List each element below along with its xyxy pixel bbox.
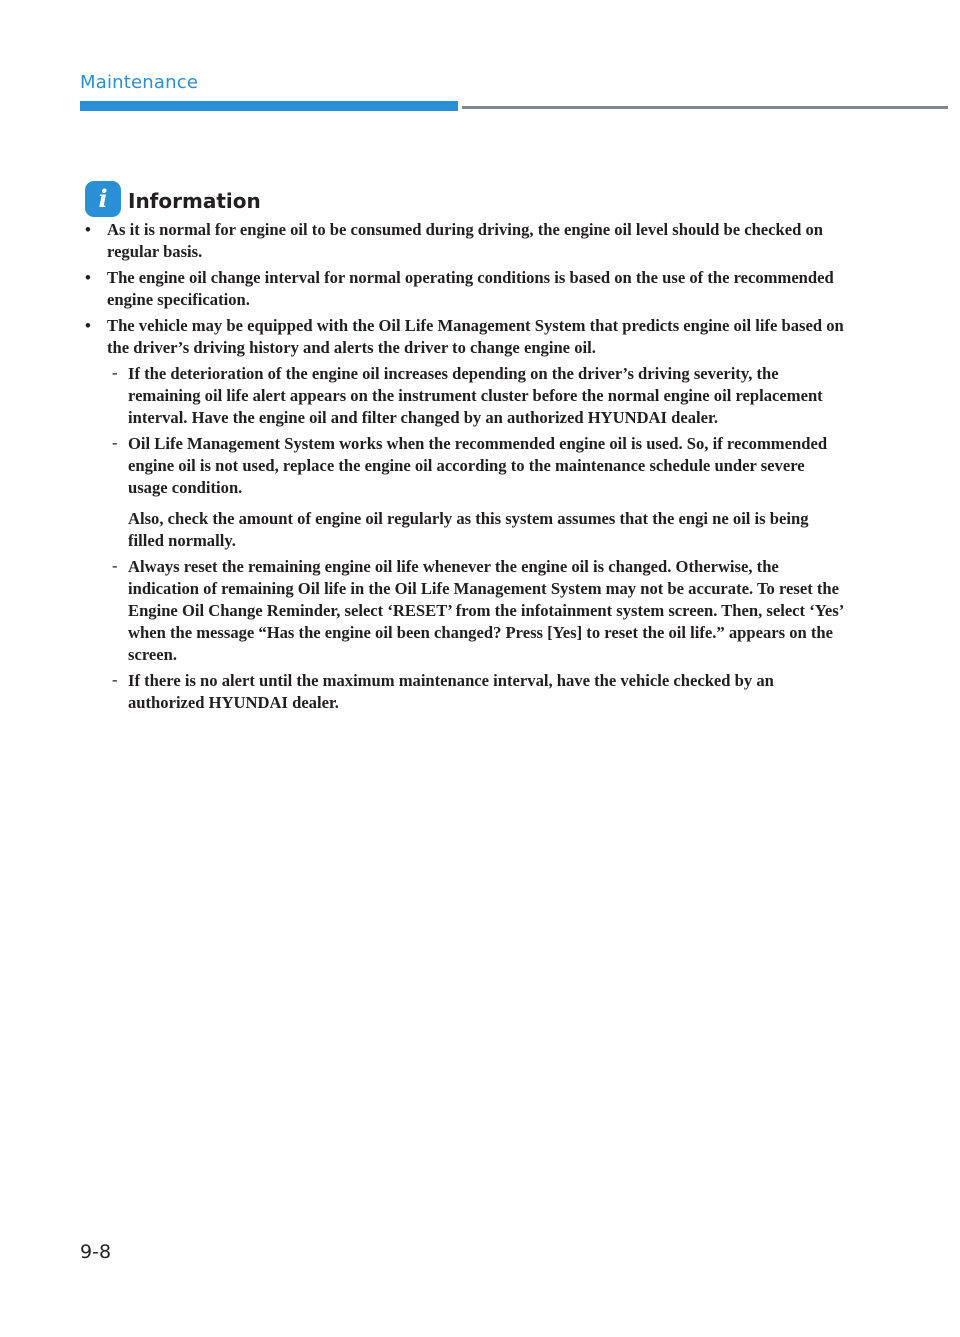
bullet-text: The vehicle may be equipped with the Oil Life Management System that predicts engine oil life based on the driver’s driving history and alerts the driver to change engine oil. [107, 316, 844, 357]
page-number: 9-8 [80, 1241, 112, 1263]
dash-mark: - [112, 670, 118, 689]
bullet-item [84, 219, 844, 263]
bullet-item [84, 315, 844, 359]
sub-item-text: Always reset the remaining engine oil life whenever the engine oil is changed. Otherwise, the indication of remaining Oil life in the Oil Life Management System may not be accurate. To reset the Engine Oil Change Reminder, select ‘RESET’ from the infotainment system screen. Then, select ‘Yes’ when the message “Has the engine oil been changed? Press [Yes] to reset the oil life.” appears on the screen. [128, 557, 844, 664]
sub-item-text: If the deterioration of the engine oil increases depending on the driver’s driving severity, the remaining oil life alert appears on the instrument cluster before the normal engine oil replacement interval. Have the engine oil and filter changed by an authorized HYUNDAI dealer. [128, 364, 823, 427]
sub-item [84, 433, 844, 499]
information-label: Information [128, 189, 261, 213]
sub-item [84, 363, 844, 429]
bullet-mark: • [85, 268, 91, 287]
header-rule-blue [80, 101, 458, 111]
info-icon: i [85, 181, 121, 217]
dash-mark: - [112, 363, 118, 382]
section-title: Maintenance [80, 72, 199, 93]
bullet-mark: • [85, 316, 91, 335]
dash-mark: - [112, 433, 118, 452]
sub-item-text: Oil Life Management System works when the recommended engine oil is used. So, if recommended engine oil is not used, replace the engine oil according to the maintenance schedule under severe usage condition. [128, 434, 828, 497]
bullet-mark: • [85, 220, 91, 239]
sub-item [84, 556, 844, 666]
dash-mark: - [112, 556, 118, 575]
header-rule-gray [462, 106, 948, 109]
sub-item [84, 670, 844, 714]
information-heading [85, 181, 261, 217]
bullet-item [84, 267, 844, 311]
bullet-text: The engine oil change interval for normal operating conditions is based on the use of the recommended engine specification. [107, 268, 834, 309]
sub-item-continuation: Also, check the amount of engine oil regularly as this system assumes that the engi ne oil is being filled normally. [128, 509, 809, 550]
sub-item-text: If there is no alert until the maximum maintenance interval, have the vehicle checked by an authorized HYUNDAI dealer. [128, 671, 774, 712]
bullet-text: As it is normal for engine oil to be consumed during driving, the engine oil level should be checked on regular basis. [107, 220, 824, 261]
information-content [84, 219, 844, 714]
